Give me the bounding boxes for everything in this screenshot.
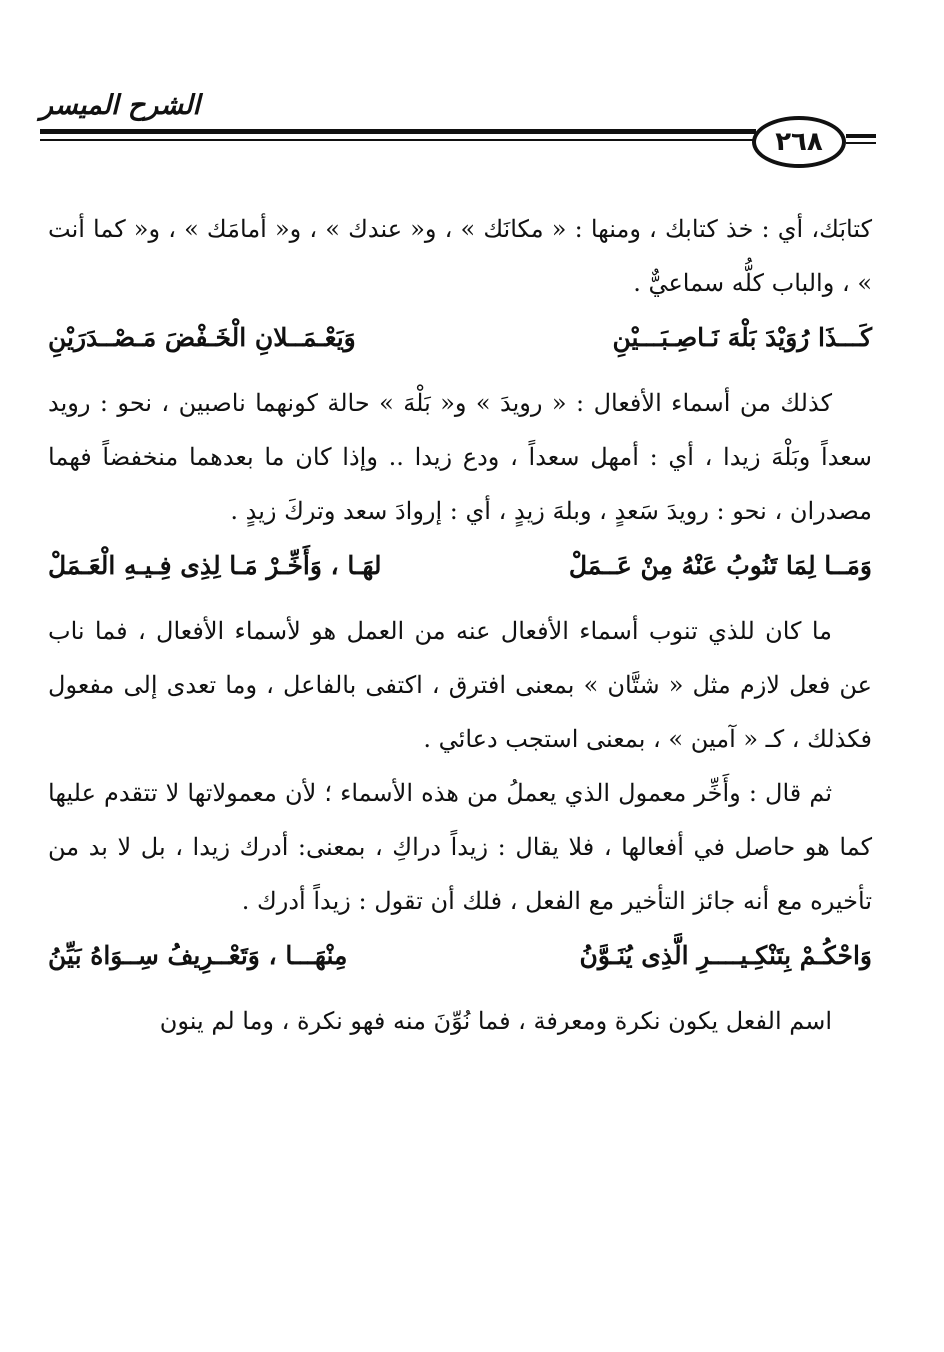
- paragraph-5: اسم الفعل يكون نكرة ومعرفة ، فما نُوِّنَ منه فهو نكرة ، وما لم ينون: [159, 1007, 832, 1035]
- verse-1: [48, 310, 872, 366]
- verse-1-second-hemistich: وَيَعْـمَــلانِ الْخَـفْضَ مَـصْــدَرَيْنِ: [48, 323, 356, 352]
- verse-2: [48, 538, 872, 594]
- header-rule-right-thin: [846, 142, 876, 144]
- verse-2-second-hemistich: لهَـا ، وَأَخِّـرْ مَـا لِذِى فِـيـهِ الْعَـمَلْ: [48, 551, 382, 580]
- header-rule-thick: [40, 129, 756, 134]
- paragraph-2: كذلك من أسماء الأفعال : « رويدَ » و« بَلْهَ » حالة كونهما ناصبين ، نحو : رويد سعداً وبَلْهَ زيدا ، أي : أمهل سعداً ، ودع زيدا .. وإذا كان ما بعدهما منخفضاً فهما مصدران ، نحو : رويدَ سَعدٍ ، وبلهَ زيدٍ ، أي : إروادَ سعد وتركَ زيدٍ .: [48, 389, 872, 525]
- verse-2-first-hemistich: وَمَــا لِمَا تَنُوبُ عَنْهُ مِنْ عَــمَلْ: [568, 551, 872, 580]
- verse-3-second-hemistich: مِنْهَـــا ، وَتَعْــرِيفُ سِــوَاهُ بَيِّنُ: [48, 941, 348, 970]
- header-rule-thin: [40, 139, 756, 141]
- paragraph-1: كتابَك، أي : خذ كتابك ، ومنها : « مكانَك » ، و« عندك » ، و« أمامَك » ، و« كما أنت » ، والباب كلُّه سماعيٌّ .: [48, 215, 872, 297]
- verse-3-first-hemistich: وَاحْكُـمْ بِتَنْكِـيــــرِ الَّذِى يُنَـوَّنُ: [579, 941, 872, 970]
- page-number: ٢٦٨: [775, 127, 823, 157]
- header-rule-right-thick: [846, 134, 876, 138]
- verse-3: [48, 928, 872, 984]
- page-number-badge: [752, 116, 846, 168]
- page-content: [48, 202, 872, 1048]
- paragraph-4: ثم قال : وأَخِّر معمول الذي يعملُ من هذه الأسماء ؛ لأن معمولاتها لا تتقدم عليها كما هو حاصل في أفعالها ، فلا يقال : زيداً دراكِ ، بمعنى: أدرك زيدا ، بل لا بد من تأخيره مع أنه جائز التأخير مع الفعل ، فلك أن تقول : زيداً أدرك .: [48, 779, 872, 915]
- paragraph-3: ما كان للذي تنوب أسماء الأفعال عنه من العمل هو لأسماء الأفعال ، فما ناب عن فعل لازم مثل « شتَّان » بمعنى افترق ، اكتفى بالفاعل ، وما تعدى إلى مفعول فكذلك ، كـ « آمين » ، بمعنى استجب دعائي .: [48, 617, 872, 753]
- verse-1-first-hemistich: كَـــذَا رُوَيْدَ بَلْهَ نَـاصِـبَـــيْنِ: [612, 323, 872, 352]
- running-head-title: الشرح الميسر: [40, 90, 201, 121]
